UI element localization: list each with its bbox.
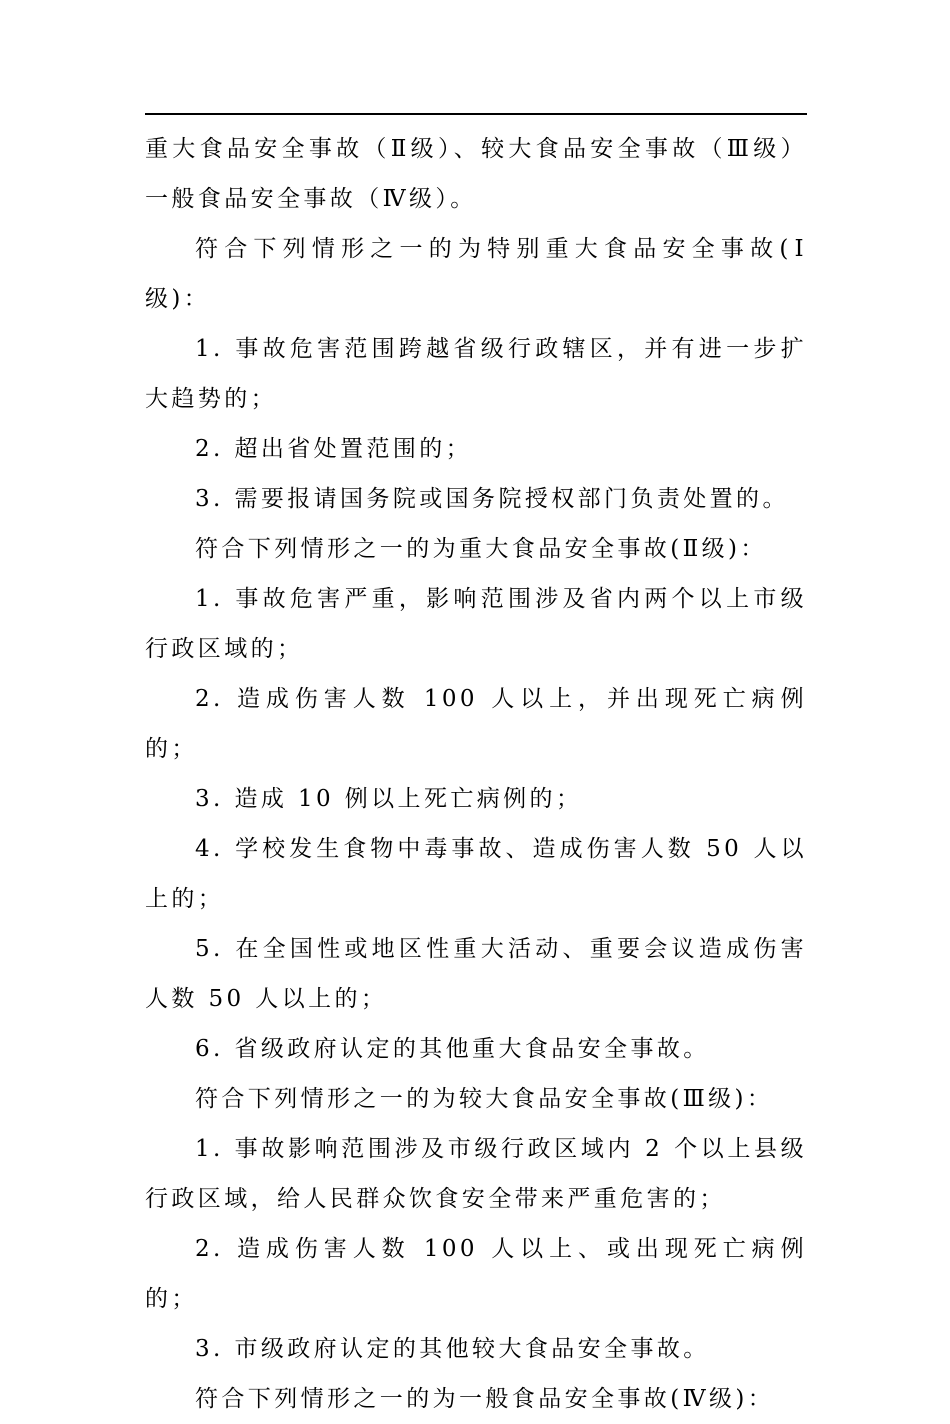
paragraph-continuation: 重大食品安全事故（Ⅱ级）、较大食品安全事故（Ⅲ级）一般食品安全事故（Ⅳ级）。 (145, 136, 807, 212)
paragraph-level-3-item-2: 2. 造成伤害人数 100 人以上、或出现死亡病例的； (145, 1236, 807, 1312)
paragraph-level-2-item-5: 5. 在全国性或地区性重大活动、重要会议造成伤害人数 50 人以上的； (145, 936, 807, 1012)
paragraph-level-2-item-2: 2. 造成伤害人数 100 人以上，并出现死亡病例的； (145, 686, 807, 762)
header-rule (145, 113, 807, 115)
paragraph-level-2-heading: 符合下列情形之一的为重大食品安全事故(Ⅱ级)： (195, 536, 767, 562)
paragraph-level-2-item-6: 6. 省级政府认定的其他重大食品安全事故。 (195, 1036, 710, 1062)
paragraph-level-2-item-3: 3. 造成 10 例以上死亡病例的； (195, 786, 583, 812)
paragraph-level-1-item-1: 1. 事故危害范围跨越省级行政辖区，并有进一步扩大趋势的； (145, 336, 807, 412)
paragraph-level-4-heading: 符合下列情形之一的为一般食品安全事故(Ⅳ级)： (195, 1386, 775, 1412)
document-body (145, 124, 807, 1424)
paragraph-level-1-heading: 符合下列情形之一的为特别重大食品安全事故(Ⅰ级)： (145, 236, 807, 312)
paragraph-level-3-item-1: 1. 事故影响范围涉及市级行政区域内 2 个以上县级行政区域，给人民群众饮食安全带来严重危害的； (145, 1136, 807, 1212)
paragraph-level-3-item-3: 3. 市级政府认定的其他较大食品安全事故。 (195, 1336, 710, 1362)
paragraph-level-2-item-4: 4. 学校发生食物中毒事故、造成伤害人数 50 人以上的； (145, 836, 807, 912)
paragraph-level-1-item-2: 2. 超出省处置范围的； (195, 436, 473, 462)
paragraph-level-3-heading: 符合下列情形之一的为较大食品安全事故(Ⅲ级)： (195, 1086, 774, 1112)
paragraph-level-1-item-3: 3. 需要报请国务院或国务院授权部门负责处置的。 (195, 486, 789, 512)
paragraph-level-2-item-1: 1. 事故危害严重，影响范围涉及省内两个以上市级行政区域的； (145, 586, 807, 662)
